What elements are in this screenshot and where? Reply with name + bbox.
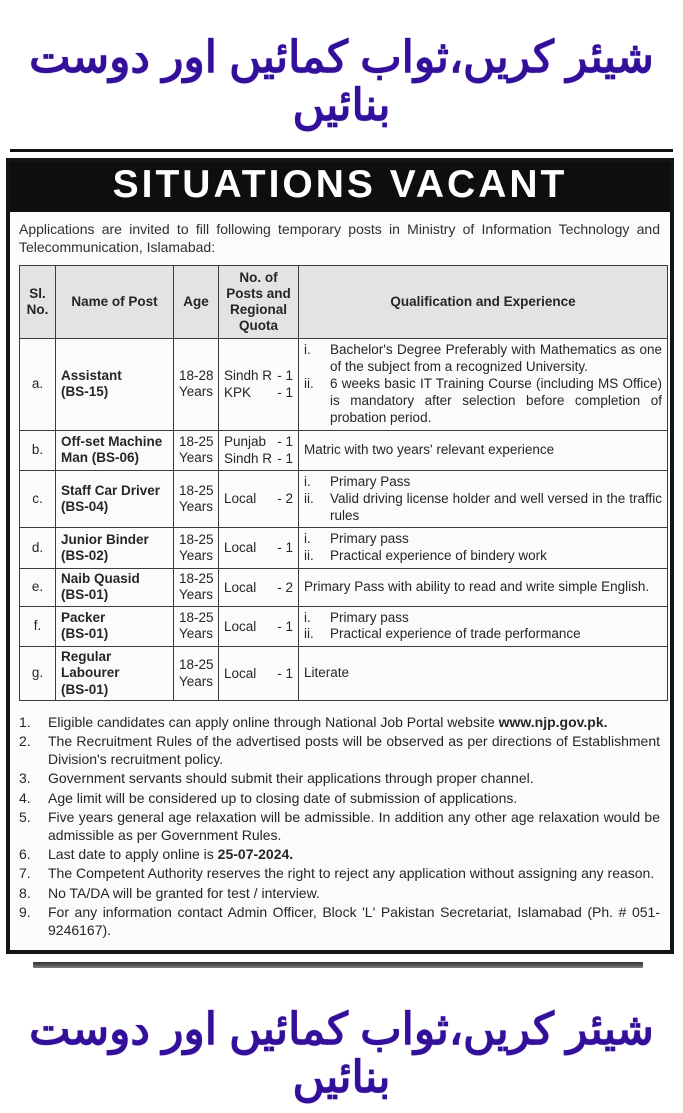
note-item <box>19 713 660 731</box>
cell-post <box>56 606 174 647</box>
urdu-share-banner-bottom: شیئر کریں،ثواب کمائیں اور دوست بنائیں <box>29 1005 654 1103</box>
qualification-item <box>304 474 662 491</box>
post-name: Regular Labourer <box>61 649 120 681</box>
note-text-plain: No TA/DA will be granted for test / interview. <box>48 884 320 901</box>
cell-quota <box>219 528 299 569</box>
cell-qualification <box>299 470 668 528</box>
cell-age: 18-25 Years <box>174 470 219 528</box>
quota-count: - 1 <box>277 618 293 634</box>
quota-line <box>224 433 293 451</box>
qual-item-text: 6 weeks basic IT Training Course (including MS Office) is mandatory after selection before completion of probation period. <box>330 376 662 425</box>
note-number: 1. <box>19 713 31 730</box>
quota-region: Sindh R <box>224 451 273 467</box>
qual-item-text: Primary pass <box>330 531 409 547</box>
cell-sl: e. <box>20 569 56 606</box>
note-text <box>48 732 660 768</box>
ad-title: SITUATIONS VACANT <box>10 162 670 212</box>
cell-age: 18-25 Years <box>174 647 219 701</box>
cell-quota <box>219 647 299 701</box>
note-text <box>48 884 660 902</box>
post-grade: (BS-01) <box>61 626 109 642</box>
note-text <box>48 903 660 939</box>
qual-item-number: ii. <box>304 376 314 392</box>
qual-item-text: Literate <box>304 665 350 681</box>
cell-post <box>56 647 174 701</box>
qualification-item <box>304 491 662 525</box>
post-grade: (BS-15) <box>61 384 109 400</box>
qual-item-text: Practical experience of trade performance <box>330 626 581 642</box>
cell-post <box>56 470 174 528</box>
note-item <box>19 903 660 939</box>
table-row <box>20 606 668 647</box>
quota-region: Local <box>224 491 257 507</box>
vacancy-table <box>19 265 668 701</box>
note-item <box>19 789 660 807</box>
cell-age: 18-28 Years <box>174 339 219 430</box>
note-text-bold: 25-07-2024. <box>217 846 294 863</box>
note-number: 5. <box>19 808 31 825</box>
post-grade: (BS-01) <box>61 681 109 697</box>
top-divider-line <box>10 149 673 152</box>
table-row <box>20 569 668 606</box>
qualification-item <box>304 342 662 376</box>
notes-list <box>10 706 670 950</box>
cell-post <box>56 430 174 470</box>
quota-line <box>224 579 293 597</box>
note-number: 4. <box>19 789 31 806</box>
note-text-plain: For any information contact Admin Officer, Block 'L' Pakistan Secretariat, Islamabad (Ph. # 051-9246167). <box>48 903 660 938</box>
note-text-bold: www.njp.gov.pk. <box>498 713 608 730</box>
qualification-item <box>304 531 662 548</box>
cell-sl: b. <box>20 430 56 470</box>
qual-item-text: Bachelor's Degree Preferably with Mathematics as one of the subject from a recognized University. <box>330 342 662 375</box>
header-sl-no: Sl. No. <box>20 265 56 339</box>
cell-qualification <box>299 606 668 647</box>
note-item <box>19 808 660 844</box>
quota-region: Local <box>224 618 257 634</box>
cell-age: 18-25 Years <box>174 430 219 470</box>
cell-sl: c. <box>20 470 56 528</box>
cell-sl: g. <box>20 647 56 701</box>
cell-post <box>56 339 174 430</box>
header-posts-quota: No. of Posts and Regional Quota <box>219 265 299 339</box>
table-header-row <box>20 265 668 339</box>
note-text <box>48 769 660 787</box>
quota-count: - 1 <box>277 451 293 467</box>
quota-count: - 1 <box>277 665 293 681</box>
header-qualification: Qualification and Experience <box>299 265 668 339</box>
quota-region: Local <box>224 579 257 595</box>
note-text <box>48 808 660 844</box>
cell-sl: a. <box>20 339 56 430</box>
note-text-plain: Age limit will be considered up to closing date of submission of applications. <box>48 789 518 806</box>
qual-item-text: Valid driving license holder and well versed in the traffic rules <box>330 490 662 523</box>
note-number: 6. <box>19 846 31 863</box>
qualification-item <box>304 626 662 643</box>
note-number: 7. <box>19 865 31 882</box>
qual-item-number: i. <box>304 342 311 358</box>
quota-line <box>224 665 293 683</box>
table-row <box>20 647 668 701</box>
quota-region: Local <box>224 665 257 681</box>
note-number: 9. <box>19 903 31 920</box>
cell-quota <box>219 470 299 528</box>
quota-count: - 1 <box>277 540 293 556</box>
cell-sl: f. <box>20 606 56 647</box>
qual-item-number: ii. <box>304 626 314 642</box>
note-text <box>48 845 660 863</box>
advertisement-box <box>6 158 674 954</box>
quota-region: Punjab <box>224 433 267 449</box>
urdu-share-banner-top: شیئر کریں،ثواب کمائیں اور دوست بنائیں <box>29 33 654 131</box>
qualification-item <box>304 376 662 427</box>
cell-qualification <box>299 339 668 430</box>
note-item <box>19 732 660 768</box>
quota-line <box>224 450 293 468</box>
qualification-item <box>304 610 662 627</box>
quota-region: Sindh R <box>224 367 273 383</box>
cell-quota <box>219 430 299 470</box>
intro-text: Applications are invited to fill following temporary posts in Ministry of Information Technology and Telecommunication, Islamabad: <box>19 220 660 255</box>
post-grade: (BS-01) <box>61 587 109 603</box>
cell-qualification <box>299 647 668 701</box>
header-age: Age <box>174 265 219 339</box>
qual-item-text: Primary pass <box>330 609 409 625</box>
note-text-plain: Five years general age relaxation will be admissible. In addition any other age relaxation would be admissible as per Government Rules. <box>48 808 660 843</box>
post-name: Junior Binder <box>61 532 149 548</box>
cell-quota <box>219 606 299 647</box>
cell-qualification <box>299 528 668 569</box>
qual-item-number: i. <box>304 473 311 489</box>
quota-line <box>224 367 293 385</box>
qual-item-number: i. <box>304 609 311 625</box>
note-number: 8. <box>19 884 31 901</box>
quota-region: Local <box>224 540 257 556</box>
note-text-plain: Government servants should submit their applications through proper channel. <box>48 770 534 787</box>
qual-item-number: i. <box>304 531 311 547</box>
quota-count: - 1 <box>277 433 293 449</box>
note-text <box>48 713 660 731</box>
quota-count: - 2 <box>277 579 293 595</box>
post-name: Assistant <box>61 368 122 384</box>
note-text-plain: Last date to apply online is <box>48 846 218 863</box>
post-name: Staff Car Driver <box>61 482 161 498</box>
cell-quota <box>219 569 299 606</box>
cell-quota <box>219 339 299 430</box>
table-row <box>20 470 668 528</box>
quota-count: - 2 <box>277 491 293 507</box>
note-item <box>19 884 660 902</box>
post-name: Naib Quasid <box>61 571 140 587</box>
cell-age: 18-25 Years <box>174 569 219 606</box>
cell-post <box>56 528 174 569</box>
header-name-of-post: Name of Post <box>56 265 174 339</box>
post-name: Packer <box>61 610 106 626</box>
note-number: 2. <box>19 733 31 749</box>
cell-age: 18-25 Years <box>174 528 219 569</box>
cell-sl: d. <box>20 528 56 569</box>
quota-region: KPK <box>224 385 252 401</box>
quota-count: - 1 <box>277 385 293 401</box>
qual-item-text: Matric with two years' relevant experience <box>304 441 555 457</box>
cell-qualification <box>299 569 668 606</box>
note-text-plain: The Recruitment Rules of the advertised posts will be observed as per directions of Establishment Division's recruitment policy. <box>48 733 660 768</box>
note-text <box>48 864 660 882</box>
post-grade: (BS-02) <box>61 548 109 564</box>
note-item <box>19 769 660 787</box>
qual-item-text: Primary Pass with ability to read and write simple English. <box>304 578 650 594</box>
qual-item-text: Primary Pass <box>330 473 411 489</box>
note-text-plain: The Competent Authority reserves the right to reject any application without assigning any reason. <box>48 865 655 882</box>
post-name: Off-set Machine <box>61 434 163 450</box>
qual-item-number: ii. <box>304 548 314 564</box>
post-grade: Man (BS-06) <box>61 450 140 466</box>
cell-age: 18-25 Years <box>174 606 219 647</box>
qualification-item <box>304 548 662 565</box>
cell-qualification <box>299 430 668 470</box>
post-grade: (BS-04) <box>61 499 109 515</box>
table-row <box>20 339 668 430</box>
quota-line <box>224 490 293 508</box>
qual-item-text: Practical experience of bindery work <box>330 548 547 564</box>
note-item <box>19 864 660 882</box>
cell-post <box>56 569 174 606</box>
note-text-plain: Eligible candidates can apply online through National Job Portal website <box>48 713 499 730</box>
quota-line <box>224 539 293 557</box>
quota-line <box>224 618 293 636</box>
table-row <box>20 430 668 470</box>
qual-item-number: ii. <box>304 490 314 506</box>
note-number: 3. <box>19 770 31 787</box>
quota-line <box>224 384 293 402</box>
note-text <box>48 789 660 807</box>
table-row <box>20 528 668 569</box>
quota-count: - 1 <box>277 367 293 383</box>
note-item <box>19 845 660 863</box>
